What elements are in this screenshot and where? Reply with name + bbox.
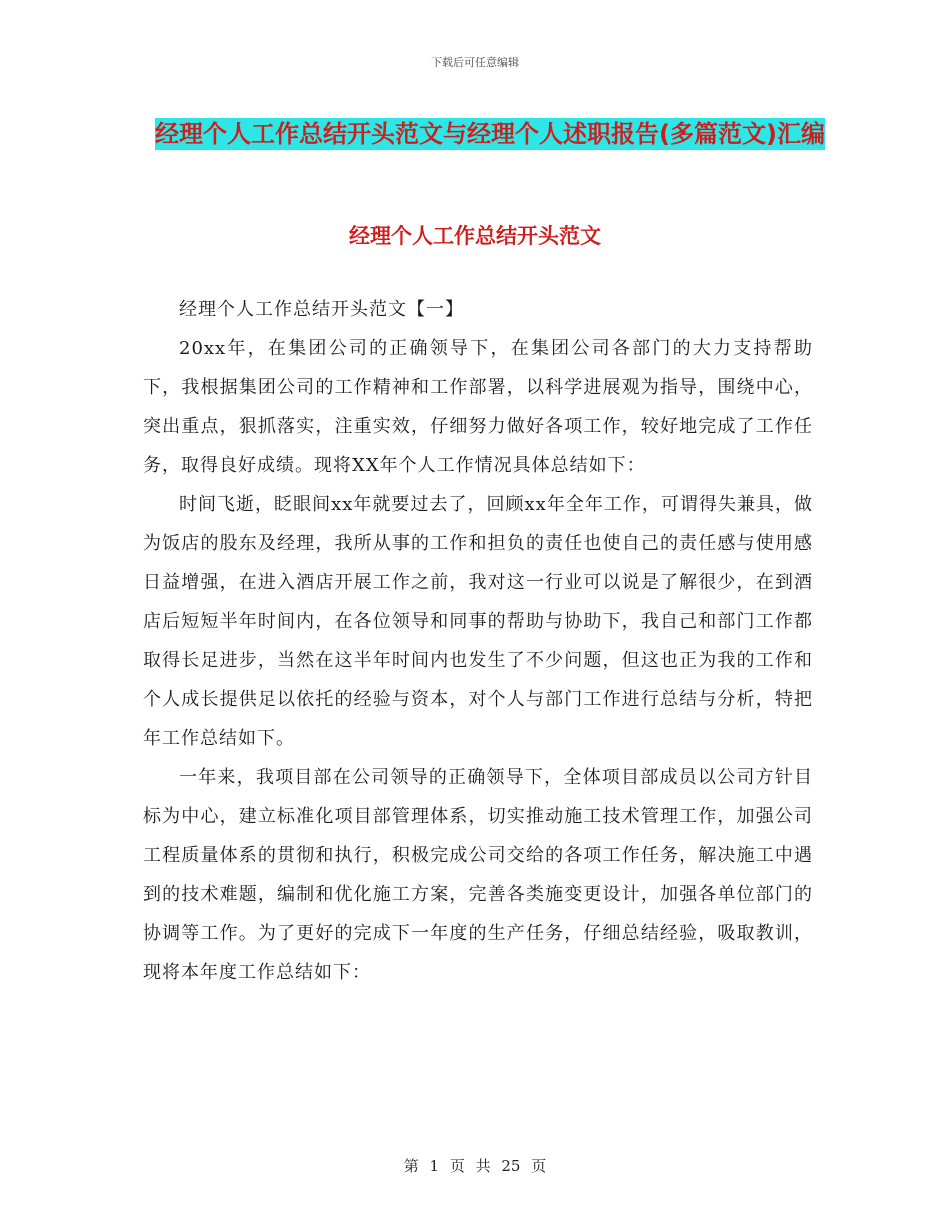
section-heading: 经理个人工作总结开头范文 <box>349 224 601 248</box>
document-title <box>150 110 830 158</box>
paragraph: 一年来，我项目部在公司领导的正确领导下，全体项目部成员以公司方针目标为中心，建立标准化项目部管理体系，切实推动施工技术管理工作，加强公司工程质量体系的贯彻和执行，积极完成公司交给的各项工作任务，解决施工中遇到的技术难题，编制和优化施工方案，完善各类施变更设计，加强各单位部门的协调等工作。为了更好的完成下一年度的生产任务，仔细总结经验，吸取教训，现将本年度工作总结如下： <box>143 767 813 983</box>
paragraph: 20xx年，在集团公司的正确领导下，在集团公司各部门的大力支持帮助下，我根据集团公司的工作精神和工作部署，以科学进展观为指导，围绕中心，突出重点，狠抓落实，注重实效，仔细努力做好各项工作，较好地完成了工作任务，取得良好成绩。现将XX年个人工作情况具体总结如下： <box>143 338 813 476</box>
body-text <box>143 290 813 992</box>
document-title-text: 经理个人工作总结开头范文与经理个人述职报告(多篇范文)汇编 <box>155 120 825 148</box>
paragraph-subheading: 经理个人工作总结开头范文【一】 <box>179 299 464 320</box>
page-footer: 第 1 页 共 25 页 <box>403 1157 547 1175</box>
paragraph: 时间飞逝，眨眼间xx年就要过去了，回顾xx年全年工作，可谓得失兼具，做为饭店的股东及经理，我所从事的工作和担负的责任也使自己的责任感与使用感日益增强，在进入酒店开展工作之前，我对这一行业可以说是了解很少，在到酒店后短短半年时间内，在各位领导和同事的帮助与协助下，我自己和部门工作都取得长足进步，当然在这半年时间内也发生了不少问题，但这也正为我的工作和个人成长提供足以依托的经验与资本，对个人与部门工作进行总结与分析，特把年工作总结如下。 <box>143 494 813 749</box>
header-note: 下载后可任意编辑 <box>431 56 519 69</box>
